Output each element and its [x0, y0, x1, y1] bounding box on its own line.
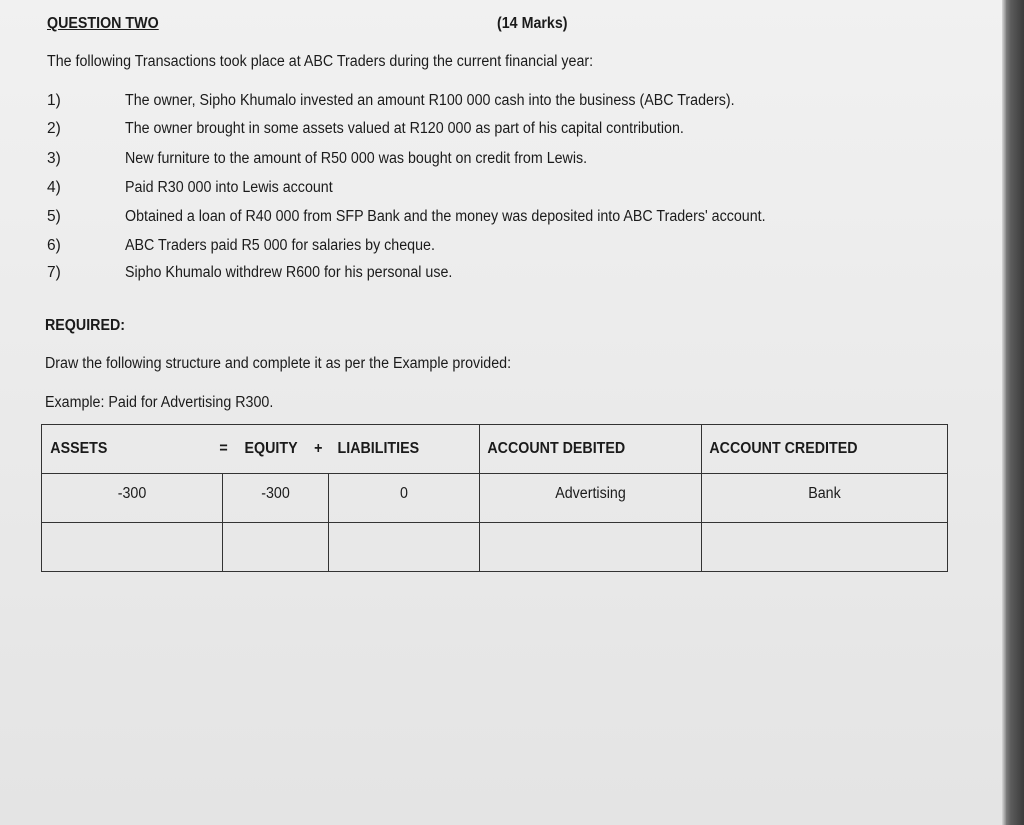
- example-text: Example: Paid for Advertising R300.: [45, 394, 274, 411]
- debited-value: Advertising: [555, 485, 626, 502]
- empty-liabilities-cell: [329, 523, 480, 572]
- transaction-text: New furniture to the amount of R50 000 was bought on credit from Lewis.: [125, 150, 588, 167]
- table-row: [42, 523, 948, 572]
- transaction-number: 7): [47, 264, 61, 281]
- table-header-row: [42, 425, 948, 474]
- paper-edge: [1002, 0, 1024, 825]
- liabilities-cell: [329, 474, 480, 523]
- liabilities-header: LIABILITIES: [337, 440, 419, 457]
- account-debited-header-cell: [480, 425, 702, 474]
- assets-header-cell: [42, 425, 223, 474]
- liabilities-value: 0: [400, 485, 408, 502]
- transaction-number: 2): [47, 120, 61, 137]
- empty-credited-cell: [702, 523, 948, 572]
- transaction-text: Sipho Khumalo withdrew R600 for his personal use.: [125, 264, 453, 281]
- equals-sign: =: [218, 440, 228, 457]
- transaction-text: Obtained a loan of R40 000 from SFP Bank and the money was deposited into ABC Traders' account.: [125, 208, 766, 225]
- transaction-text: ABC Traders paid R5 000 for salaries by cheque.: [125, 237, 435, 254]
- assets-value: -300: [117, 485, 147, 502]
- account-credited-header: ACCOUNT CREDITED: [709, 440, 858, 457]
- intro-text: The following Transactions took place at ABC Traders during the current financial year:: [47, 53, 594, 70]
- account-credited-header-cell: [702, 425, 948, 474]
- empty-assets-cell: [42, 523, 223, 572]
- transaction-number: 4): [47, 179, 61, 196]
- instruction-text: Draw the following structure and complete it as per the Example provided:: [45, 355, 512, 372]
- transaction-text: Paid R30 000 into Lewis account: [125, 179, 333, 196]
- transaction-number: 5): [47, 208, 61, 225]
- transaction-text: The owner brought in some assets valued at R120 000 as part of his capital contribution.: [125, 120, 684, 137]
- transaction-text: The owner, Sipho Khumalo invested an amount R100 000 cash into the business (ABC Traders).: [125, 92, 735, 109]
- transaction-number: 6): [47, 237, 61, 254]
- empty-debited-cell: [480, 523, 702, 572]
- credited-cell: [702, 474, 948, 523]
- debited-cell: [480, 474, 702, 523]
- question-title: QUESTION TWO: [47, 15, 159, 32]
- account-debited-header: ACCOUNT DEBITED: [487, 440, 626, 457]
- equity-liabilities-header-cell: [218, 425, 480, 474]
- table-row: [42, 474, 948, 523]
- marks-label: (14 Marks): [497, 15, 568, 32]
- assets-cell: [42, 474, 223, 523]
- plus-sign: +: [313, 440, 323, 457]
- equity-cell: [223, 474, 329, 523]
- transaction-number: 1): [47, 92, 61, 109]
- assets-header: ASSETS: [50, 440, 108, 457]
- equity-value: -300: [261, 485, 290, 502]
- empty-equity-cell: [223, 523, 329, 572]
- accounting-equation-table: [41, 424, 948, 572]
- required-heading: REQUIRED:: [45, 317, 126, 334]
- equity-header: EQUITY: [244, 440, 297, 457]
- credited-value: Bank: [808, 485, 841, 502]
- transaction-number: 3): [47, 150, 61, 167]
